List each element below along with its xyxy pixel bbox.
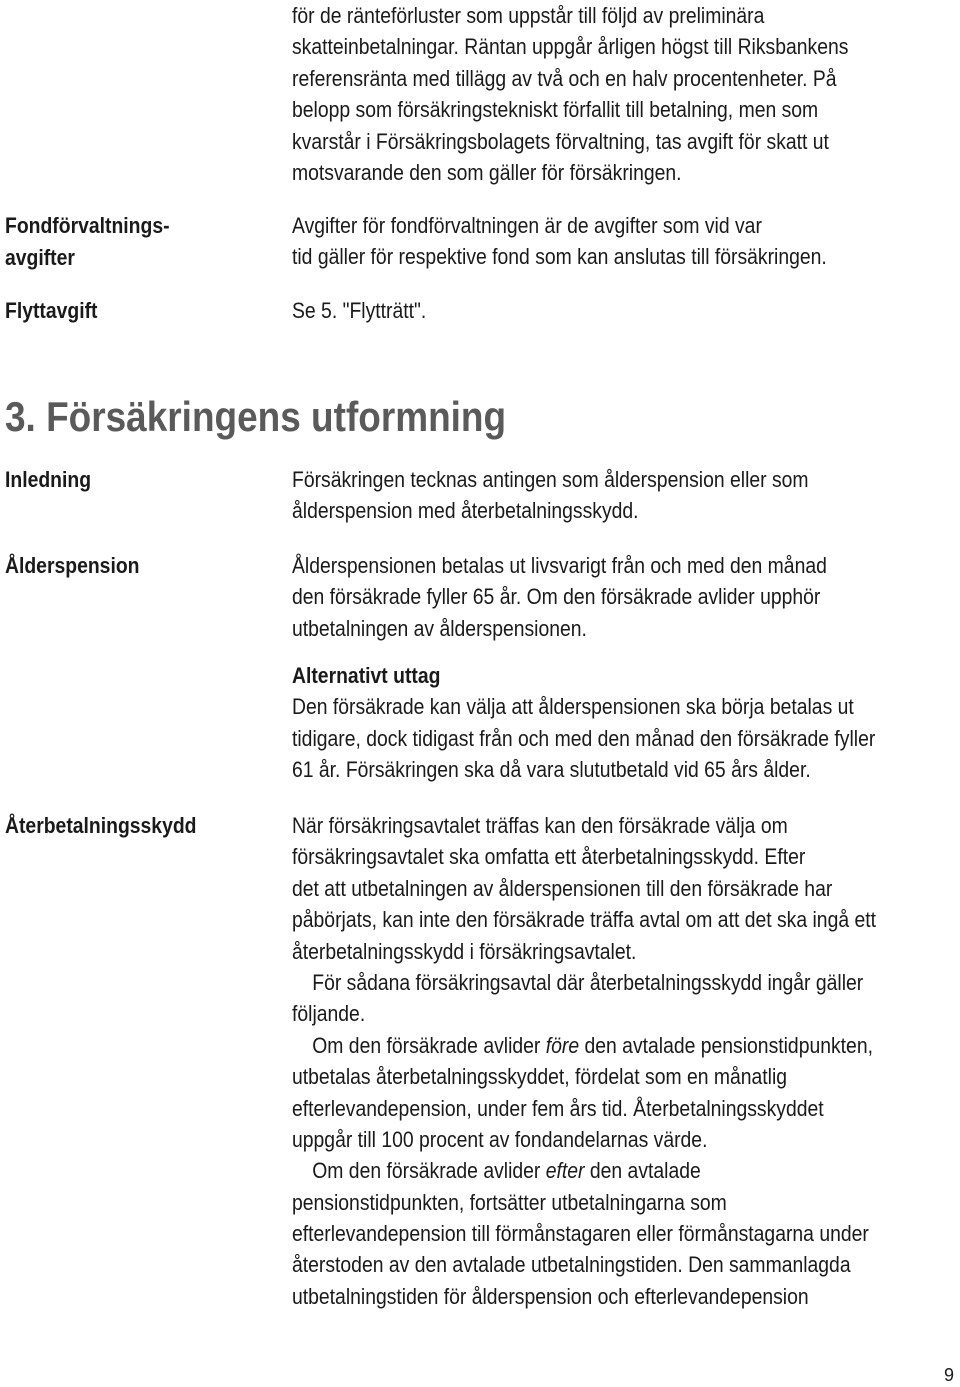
before-emphasis: före — [545, 1032, 580, 1058]
text-line: utbetalningstiden för ålderspension och efterlevandepension — [292, 1283, 809, 1309]
refund-paragraph — [292, 810, 932, 1312]
text-line: tidigare, dock tidigast från och med den månad den försäkrade fyller — [292, 725, 876, 751]
text-line: Den försäkrade kan välja att ålderspensionen ska börja betalas ut — [292, 694, 854, 720]
text-line: utbetalas återbetalningsskyddet, fördelat som en månatlig — [292, 1064, 788, 1090]
before-post: den avtalade pensionstidpunkten, — [579, 1032, 873, 1058]
text-line: följande. — [292, 1001, 366, 1027]
text-line: utbetalningen av ålderspensionen. — [292, 615, 587, 641]
text-line: efterlevandepension till förmånstagaren eller förmånstagarna under — [292, 1221, 869, 1247]
after-lead-line — [292, 1155, 855, 1186]
text-line: belopp som försäkringstekniskt förfallit till betalning, men som — [292, 97, 819, 123]
pension-paragraph — [292, 550, 932, 644]
text-line: 61 år. Försäkringen ska då vara slututbetald vid 65 års ålder. — [292, 757, 811, 783]
text-line: återbetalningsskydd i försäkringsavtalet. — [292, 938, 637, 964]
page-number: 9 — [943, 1365, 954, 1385]
refund-label: Återbetalningsskydd — [5, 813, 197, 838]
text-line: försäkringsavtalet ska omfatta ett återbetalningsskydd. Efter — [292, 844, 806, 870]
text-line: skatteinbetalningar. Räntan uppgår årligen högst till Riksbankens — [292, 34, 849, 60]
after-pre: Om den försäkrade avlider — [312, 1158, 546, 1184]
text-line: påbörjats, kan inte den försäkrade träffa avtal om att det ska ingå ett — [292, 907, 877, 933]
alt-withdrawal-paragraph — [292, 660, 932, 786]
move-fee-text: Se 5. "Flytträtt". — [292, 298, 427, 323]
text-line: Avgifter för fondförvaltningen är de avgifter som vid var — [292, 213, 762, 238]
text-line: efterlevandepension, under fem års tid. Återbetalningsskyddet — [292, 1095, 824, 1121]
before-lead-line — [292, 1030, 873, 1061]
fund-fees-label-line2: avgifter — [5, 245, 75, 270]
text-line: tid gäller för respektive fond som kan anslutas till försäkringen. — [292, 244, 827, 270]
before-pre: Om den försäkrade avlider — [312, 1032, 546, 1058]
text-line: den försäkrade fyller 65 år. Om den försäkrade avlider upphör — [292, 584, 821, 610]
section-intro-paragraph — [292, 464, 932, 527]
intro-paragraph — [292, 0, 932, 188]
after-emphasis: efter — [545, 1158, 585, 1184]
text-line: motsvarande den som gäller för försäkringen. — [292, 159, 682, 185]
text-line: pensionstidpunkten, fortsätter utbetalningarna som — [292, 1189, 727, 1215]
move-fee-paragraph — [292, 295, 932, 326]
intro-label: Inledning — [5, 467, 92, 492]
after-post: den avtalade — [584, 1158, 701, 1184]
fund-fees-paragraph — [292, 210, 932, 273]
text-line: uppgår till 100 procent av fondandelarnas värde. — [292, 1126, 708, 1152]
fund-fees-label — [5, 210, 170, 274]
text-line: När försäkringsavtalet träffas kan den försäkrade välja om — [292, 813, 788, 838]
text-line: För sådana försäkringsavtal där återbetalningsskydd ingår gäller — [312, 969, 864, 995]
alt-withdrawal-heading: Alternativt uttag — [292, 663, 441, 688]
text-line: kvarstår i Försäkringsbolagets förvaltning, tas avgift för skatt ut — [292, 128, 829, 154]
text-line: det att utbetalningen av ålderspensionen till den försäkrade har — [292, 875, 833, 901]
text-line: Ålderspensionen betalas ut livsvarigt från och med den månad — [292, 553, 827, 578]
section-heading: 3. Försäkringens utformning — [5, 393, 507, 440]
text-line: referensränta med tillägg av två och en halv procentenheter. På — [292, 65, 837, 91]
pension-label: Ålderspension — [5, 553, 140, 578]
fund-fees-label-line1: Fondförvaltnings- — [5, 213, 170, 238]
text-line: för de ränteförluster som uppstår till följd av preliminära — [292, 3, 765, 28]
text-line: återstoden av den avtalade utbetalningstiden. Den sammanlagda — [292, 1252, 851, 1278]
move-fee-label: Flyttavgift — [5, 298, 98, 323]
text-line: Försäkringen tecknas antingen som ålderspension eller som — [292, 467, 809, 492]
text-line: ålderspension med återbetalningsskydd. — [292, 498, 639, 524]
